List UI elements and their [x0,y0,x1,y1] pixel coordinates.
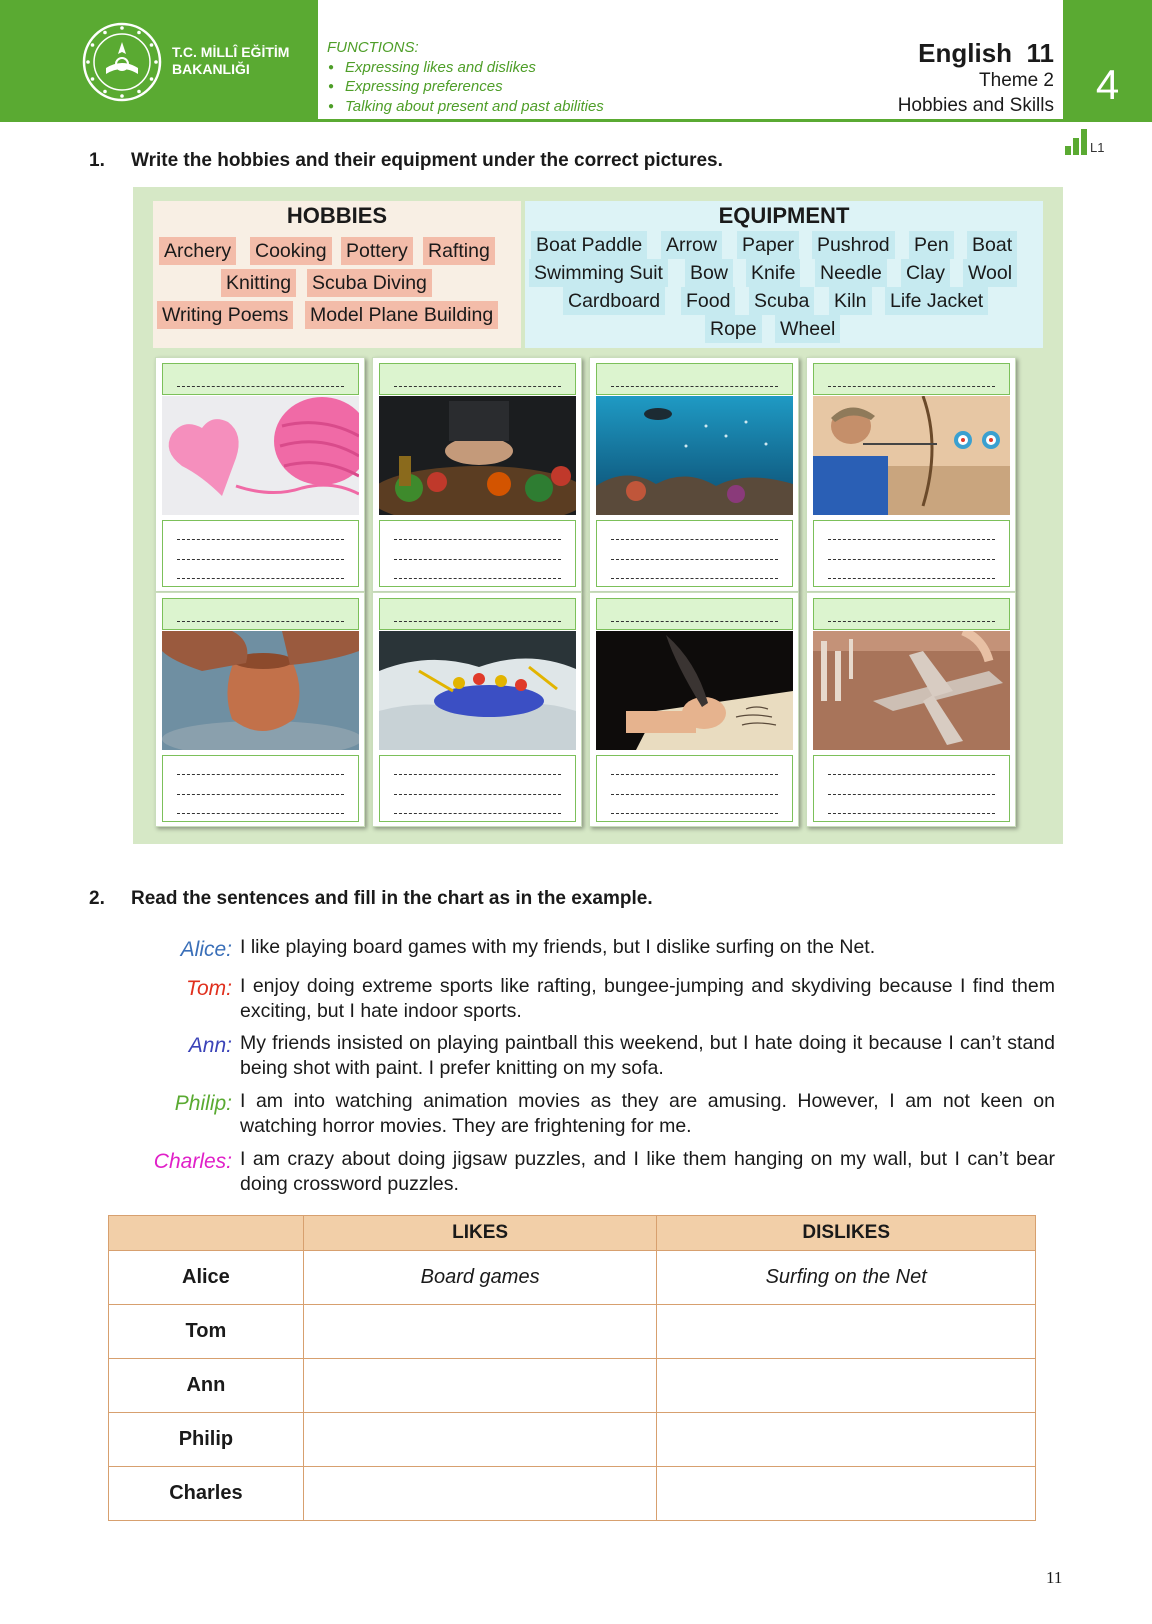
equipment-chip: Arrow [661,231,722,259]
table-header-row [109,1216,1036,1251]
equipment-chip: Rope [705,315,762,343]
likes-cell[interactable] [303,1359,657,1413]
hobby-answer-field[interactable] [379,598,576,630]
equipment-chip: Clay [901,259,950,287]
equipment-answer-field[interactable] [596,755,793,822]
hobby-chip: Knitting [221,269,296,297]
equipment-chip: Wheel [775,315,840,343]
picture-card-pottery [155,592,365,827]
theme-number: Theme 2 [979,70,1054,91]
likes-cell[interactable] [303,1467,657,1521]
header-band [0,0,318,122]
course-info [898,38,1054,118]
course-title: English 11 [918,38,1054,68]
table-row [109,1305,1036,1359]
equipment-chip: Scuba [749,287,814,315]
hobby-answer-field[interactable] [162,363,359,395]
equipment-answer-field[interactable] [379,520,576,587]
hobby-chip: Model Plane Building [305,301,498,329]
hobby-answer-field[interactable] [813,598,1010,630]
hobby-chip: Archery [159,237,236,265]
functions-box [327,38,604,116]
dislikes-cell[interactable] [657,1413,1036,1467]
hobby-chip: Scuba Diving [307,269,432,297]
exercise-2-number: 2. [89,888,105,909]
equipment-answer-field[interactable] [813,520,1010,587]
dislikes-cell[interactable] [657,1359,1036,1413]
level-label: L1 [1090,140,1105,155]
hobby-answer-field[interactable] [162,598,359,630]
equipment-chip: Pushrod [812,231,895,259]
function-item: ● Expressing likes and dislikes [327,58,604,78]
equipment-chip: Bow [685,259,733,287]
picture-card-model-plane [806,592,1016,827]
speaker-philip: Philip: [174,1092,232,1115]
header-rule [318,119,1063,122]
ministry-name [172,44,289,78]
hobby-chip: Pottery [341,237,413,265]
ministry-logo-icon [82,22,162,102]
hobby-answer-field[interactable] [596,598,793,630]
row-name: Tom [109,1305,304,1359]
ministry-line-1: T.C. MİLLÎ EĞİTİM [172,44,290,60]
equipment-chip: Boat Paddle [531,231,647,259]
equipment-chip: Life Jacket [885,287,988,315]
likes-cell[interactable] [303,1413,657,1467]
equipment-title: EQUIPMENT [718,203,850,228]
picture-card-rafting [372,592,582,827]
equipment-chip: Needle [815,259,887,287]
cooking-photo [379,396,576,515]
equipment-answer-field[interactable] [596,520,793,587]
archery-photo [813,396,1010,515]
hobbies-title: HOBBIES [286,203,388,228]
exercise-2-instruction: Read the sentences and fill in the chart as in the example. [131,888,653,909]
unit-number: 4 [1095,61,1120,108]
equipment-chip: Pen [909,231,954,259]
unit-tab [1063,0,1152,122]
picture-card-archery [806,357,1016,592]
equipment-chip: Wool [963,259,1017,287]
rafting-photo [379,631,576,750]
row-name: Philip [109,1413,304,1467]
statement-alice: I like playing board games with my friends, but I dislike surfing on the Net. [240,936,876,958]
equipment-chip: Swimming Suit [529,259,668,287]
picture-card-knitting [155,357,365,592]
equipment-chip: Kiln [829,287,872,315]
table-row [109,1251,1036,1305]
exercise-1-panel [133,187,1063,844]
exercise-1-instruction: Write the hobbies and their equipment under the correct pictures. [131,150,723,171]
picture-card-scuba [589,357,799,592]
row-name: Charles [109,1467,304,1521]
row-name: Ann [109,1359,304,1413]
function-item: ● Talking about present and past abilities [327,97,604,117]
statement-ann: My friends insisted on playing paintball this weekend, but I hate doing it because I can’t stand being shot with paint. I prefer knitting on my sofa. [240,1032,1055,1079]
speaker-alice: Alice: [180,938,232,961]
row-name: Alice [109,1251,304,1305]
exercise-1-number: 1. [89,150,105,171]
pottery-photo [162,631,359,750]
functions-title: FUNCTIONS: [327,39,419,56]
dislikes-cell: Surfing on the Net [657,1251,1036,1305]
hobby-answer-field[interactable] [813,363,1010,395]
hobby-answer-field[interactable] [596,363,793,395]
model-plane-photo [813,631,1010,750]
table-row [109,1413,1036,1467]
equipment-answer-field[interactable] [813,755,1010,822]
likes-dislikes-table [108,1215,1036,1521]
table-header-dislikes: DISLIKES [657,1216,1036,1251]
speaker-tom: Tom: [186,977,232,1000]
table-row [109,1467,1036,1521]
ministry-line-2: BAKANLIĞI [172,61,250,77]
dislikes-cell[interactable] [657,1305,1036,1359]
hobby-chip: Rafting [423,237,495,265]
equipment-chip: Cardboard [563,287,665,315]
theme-title: Hobbies and Skills [897,95,1054,116]
hobbies-box [153,201,521,348]
function-item: ● Expressing preferences [327,77,604,97]
equipment-chip: Boat [967,231,1017,259]
table-header-likes: LIKES [303,1216,657,1251]
statement-charles: I am crazy about doing jigsaw puzzles, and I like them hanging on my wall, but I can’t bear doing crossword puzzles. [240,1148,1055,1195]
equipment-box [525,201,1043,348]
exercise-1-heading [89,150,723,172]
statement-philip: I am into watching animation movies as they are amusing. However, I am not keen on watching horror movies. They are frightening for me. [240,1090,1055,1137]
statement-tom: I enjoy doing extreme sports like rafting, bungee-jumping and skydiving because I find them exciting, but I hate indoor sports. [240,975,1055,1022]
equipment-chip: Food [681,287,735,315]
table-header-name [109,1216,304,1251]
hobby-answer-field[interactable] [379,363,576,395]
picture-card-writing [589,592,799,827]
hobby-chip: Cooking [250,237,332,265]
equipment-answer-field[interactable] [162,755,359,822]
equipment-chip: Paper [737,231,799,259]
exercise-2-heading [89,888,653,910]
equipment-chip: Knife [746,259,800,287]
picture-card-cooking [372,357,582,592]
page-number: 11 [1046,1568,1063,1587]
likes-cell[interactable] [303,1305,657,1359]
hobby-chip: Writing Poems [157,301,293,329]
equipment-answer-field[interactable] [162,520,359,587]
speaker-charles: Charles: [153,1150,232,1173]
table-row [109,1359,1036,1413]
writing-photo [596,631,793,750]
scuba-photo [596,396,793,515]
likes-cell: Board games [303,1251,657,1305]
dislikes-cell[interactable] [657,1467,1036,1521]
speaker-ann: Ann: [188,1034,232,1057]
knitting-photo [162,396,359,515]
equipment-answer-field[interactable] [379,755,576,822]
